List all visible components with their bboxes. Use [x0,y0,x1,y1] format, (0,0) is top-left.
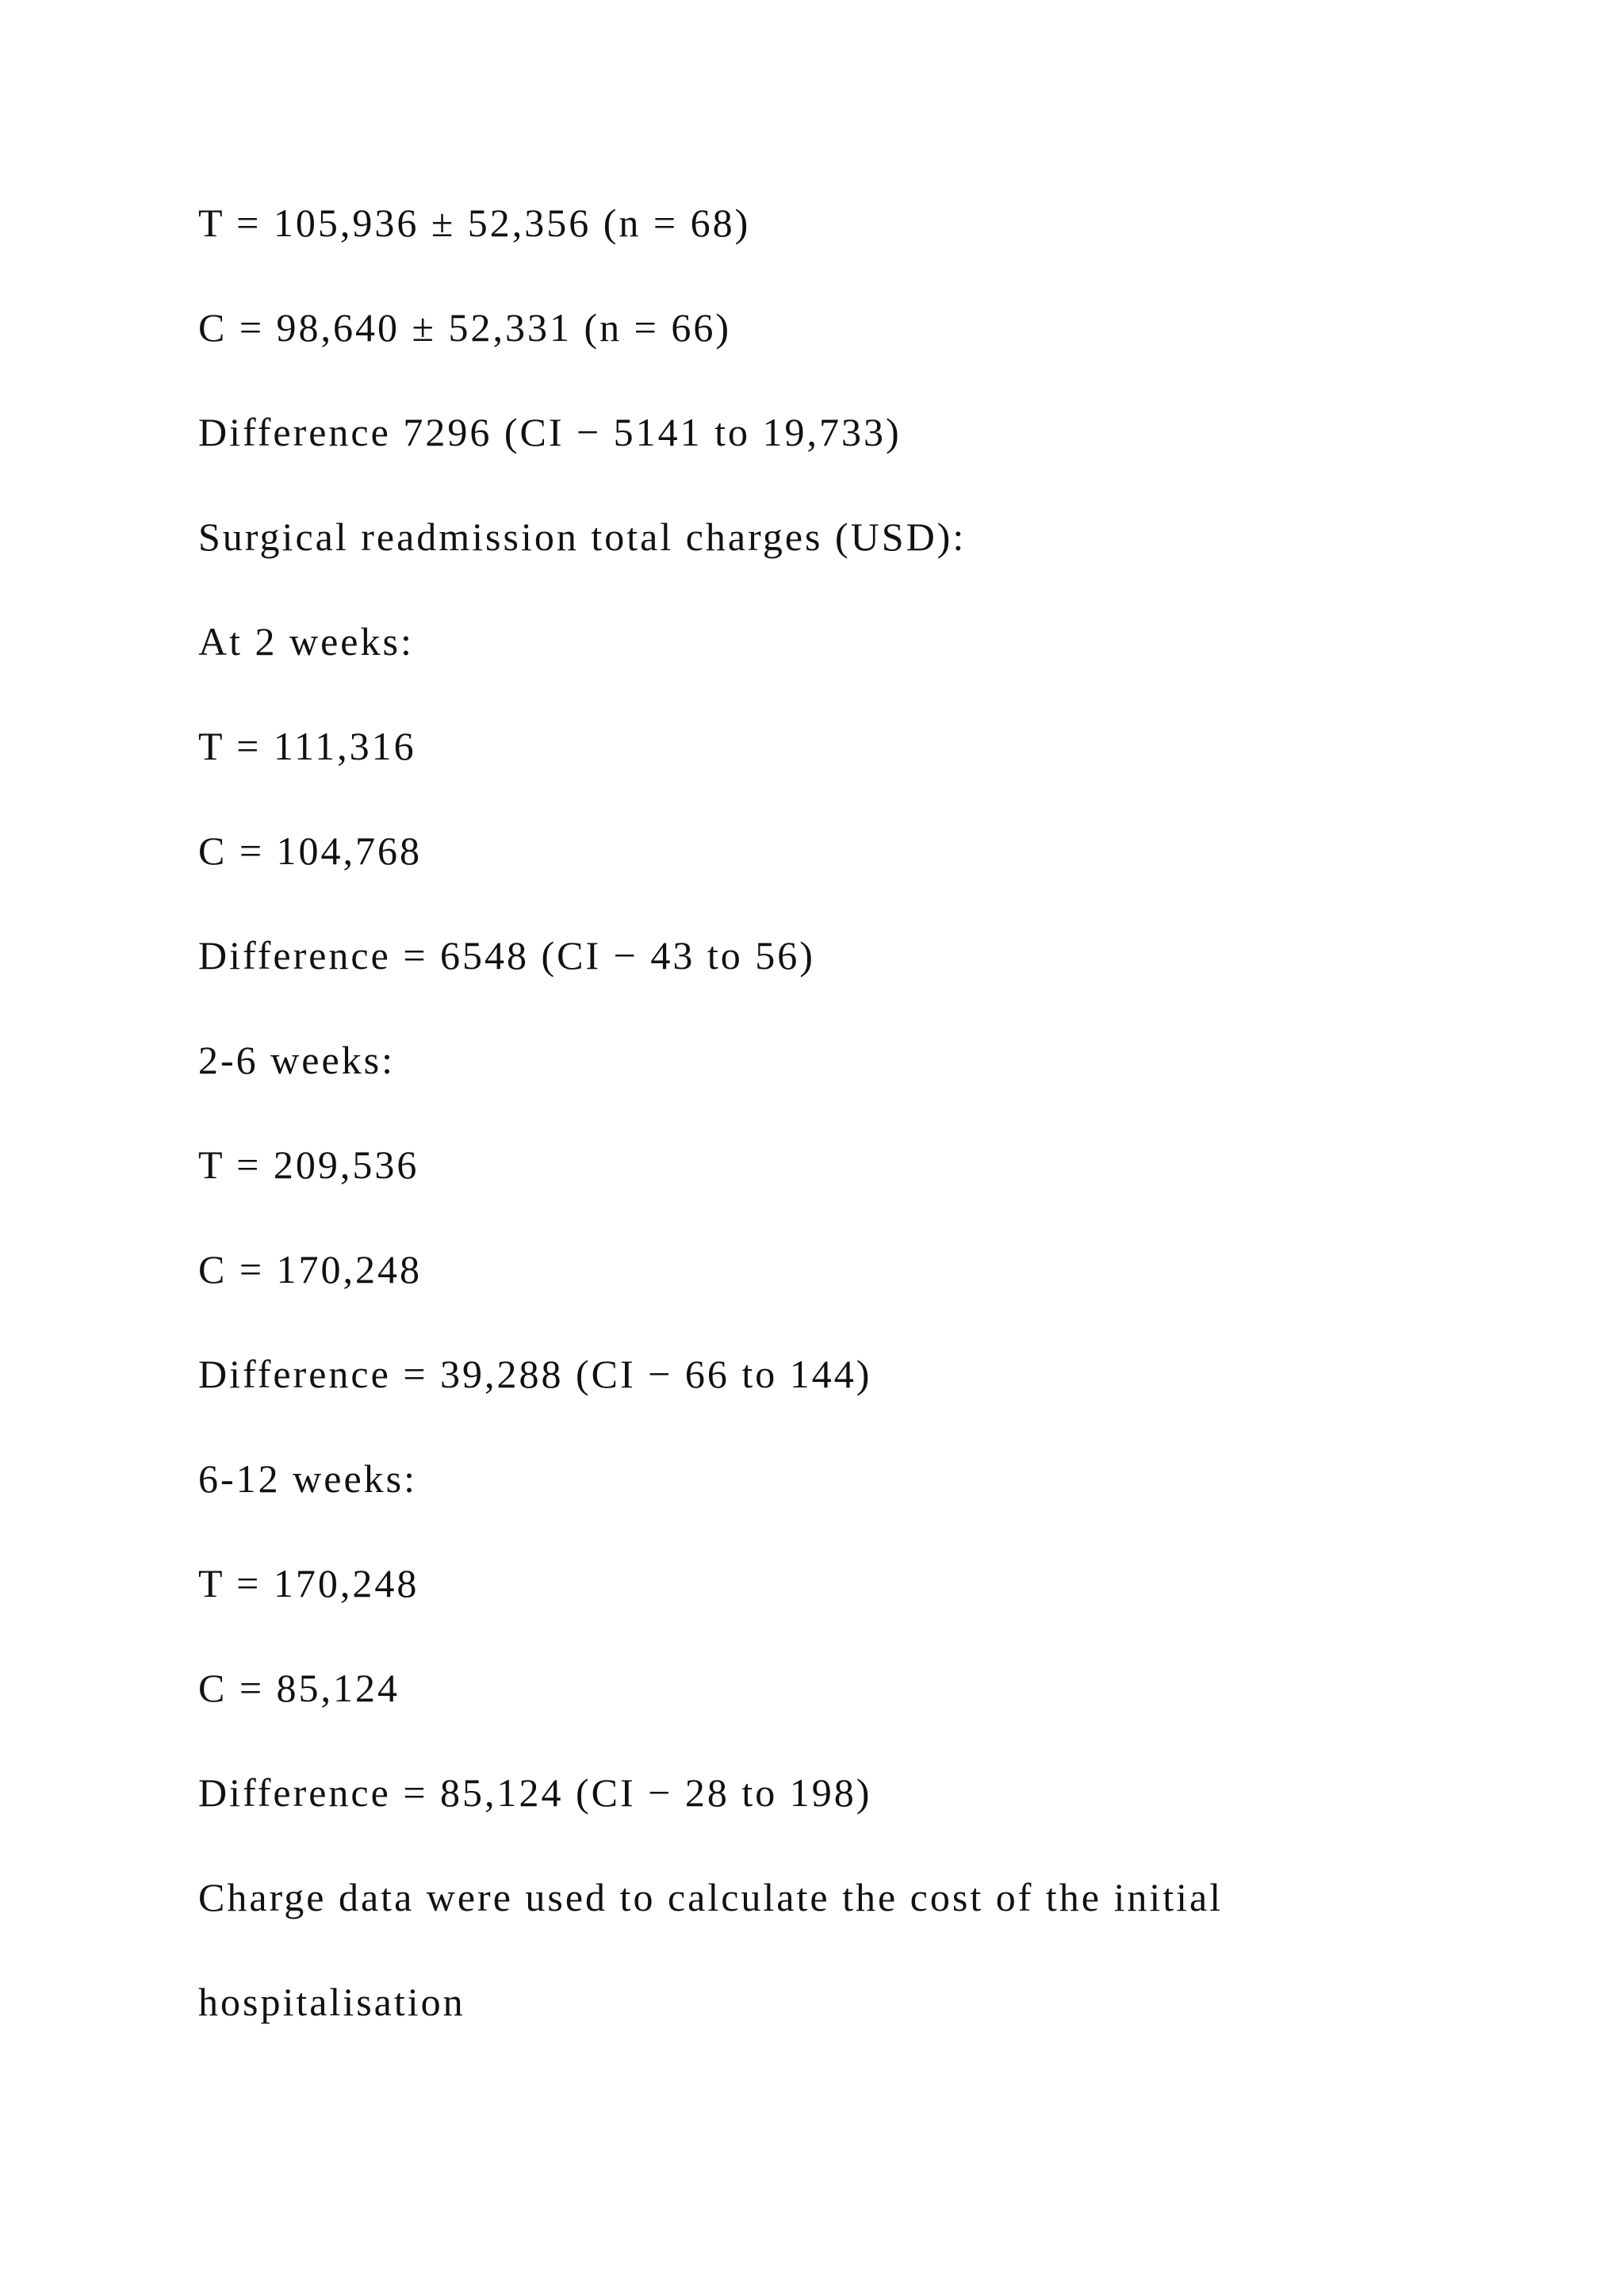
text-line-difference-2-weeks: Difference = 6548 (CI − 43 to 56) [198,933,815,978]
text-line-difference-overall: Difference 7296 (CI − 5141 to 19,733) [198,410,902,454]
text-line-difference-6-12-weeks: Difference = 85,124 (CI − 28 to 198) [198,1770,872,1815]
text-line-6-12-weeks: 6-12 weeks: [198,1456,417,1501]
text-line-control-overall: C = 98,640 ± 52,331 (n = 66) [198,305,731,350]
text-line-treatment-2-weeks: T = 111,316 [198,724,416,768]
text-line-treatment-6-12-weeks: T = 170,248 [198,1561,419,1605]
text-line-hospitalisation: hospitalisation [198,1980,465,2024]
text-line-2-6-weeks: 2-6 weeks: [198,1038,395,1082]
text-line-charge-data-note: Charge data were used to calculate the cost of the initial [198,1875,1224,1919]
text-line-readmission-heading: Surgical readmission total charges (USD): [198,515,967,559]
text-line-control-2-6-weeks: C = 170,248 [198,1247,423,1292]
text-line-at-2-weeks: At 2 weeks: [198,619,414,664]
text-line-treatment-overall: T = 105,936 ± 52,356 (n = 68) [198,201,751,245]
text-line-difference-2-6-weeks: Difference = 39,288 (CI − 66 to 144) [198,1352,872,1396]
text-line-control-6-12-weeks: C = 85,124 [198,1666,400,1710]
text-line-control-2-weeks: C = 104,768 [198,828,423,873]
text-line-treatment-2-6-weeks: T = 209,536 [198,1142,419,1187]
